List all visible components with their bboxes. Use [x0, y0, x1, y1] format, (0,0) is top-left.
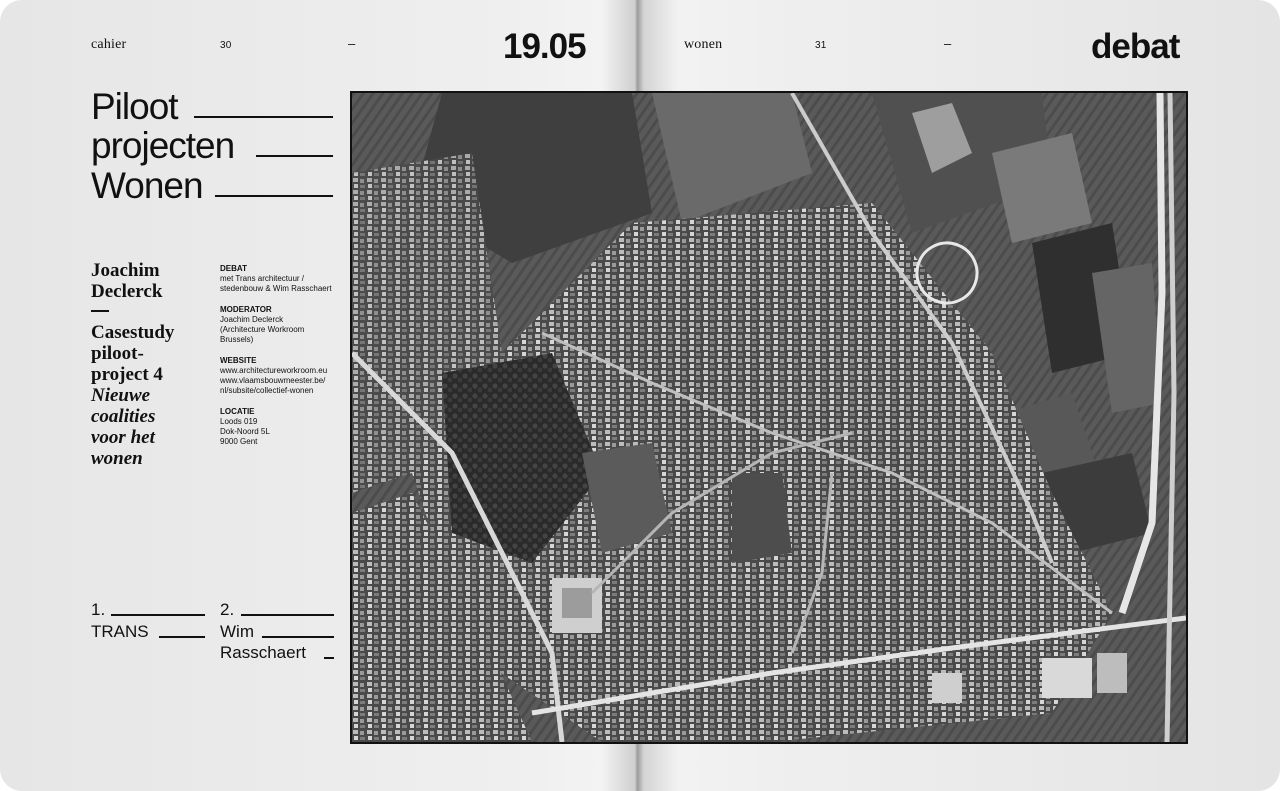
speaker-2-rule-b — [262, 636, 334, 638]
section-label: cahier — [91, 37, 127, 52]
locatie-line-3: 9000 Gent — [220, 437, 258, 446]
subtitle-line-3: voor het — [91, 427, 155, 448]
speaker-1-rule-b — [159, 636, 205, 638]
moderator-line-3: Brussels) — [220, 335, 254, 344]
case-line-3: project 4 — [91, 364, 163, 385]
author-name-2: Declerck — [91, 281, 163, 302]
speaker-2-number: 2. — [220, 600, 235, 619]
moderator-label: MODERATOR — [220, 305, 272, 314]
title-rule-3 — [215, 195, 333, 197]
website-link-2[interactable]: www.vlaamsbouwmeester.be/ — [220, 376, 326, 385]
section-label-right: wonen — [684, 37, 723, 52]
debat-label: DEBAT — [220, 264, 247, 273]
title-line-2: projecten — [91, 125, 235, 166]
locatie-line-1: Loods 019 — [220, 417, 258, 426]
page-number-left: 30 — [220, 40, 232, 51]
title-line-1: Piloot — [91, 86, 178, 127]
website-link-3[interactable]: nl/subsite/collectief-wonen — [220, 386, 314, 395]
issue-date: 19.05 — [503, 27, 586, 66]
debat-line-1: met Trans architectuur / — [220, 274, 305, 283]
speaker-2-name-2: Rasschaert — [220, 643, 306, 662]
subtitle-line-2: coalities — [91, 406, 156, 427]
author-name-1: Joachim — [91, 260, 160, 281]
locatie-line-2: Dok-Noord 5L — [220, 427, 270, 436]
title-rule-2 — [256, 155, 333, 157]
aerial-photo — [350, 91, 1188, 744]
title-line-3: Wonen — [91, 165, 203, 206]
author-block — [91, 260, 211, 469]
title-rule-1 — [194, 116, 333, 118]
event-info — [220, 264, 340, 458]
case-line-1: Casestudy — [91, 322, 175, 343]
locatie-label: LOCATIE — [220, 407, 255, 416]
author-dash — [91, 310, 109, 312]
debat-line-2: stedenbouw & Wim Rasschaert — [220, 284, 332, 293]
speaker-2-name-1: Wim — [220, 622, 254, 641]
speaker-2-rule-c — [324, 657, 334, 659]
speaker-1-name: TRANS — [91, 622, 149, 641]
speaker-1-rule-a — [111, 614, 205, 616]
subtitle-line-4: wonen — [91, 448, 143, 469]
header-dash-right: – — [944, 36, 952, 51]
subtitle-line-1: Nieuwe — [91, 385, 151, 406]
header-dash-left: – — [348, 36, 356, 51]
page-number-right: 31 — [815, 40, 827, 51]
case-line-2: piloot- — [91, 343, 144, 364]
speaker-2-rule-a — [241, 614, 334, 616]
speaker-1-number: 1. — [91, 600, 106, 619]
website-link-1[interactable]: www.architectureworkroom.eu — [220, 366, 328, 375]
moderator-line-1: Joachim Declerck — [220, 315, 284, 324]
website-label: WEBSITE — [220, 356, 257, 365]
moderator-line-2: (Architecture Workroom — [220, 325, 305, 334]
aerial-photo-illustration — [352, 93, 1186, 742]
rubric-label: debat — [1091, 27, 1180, 66]
